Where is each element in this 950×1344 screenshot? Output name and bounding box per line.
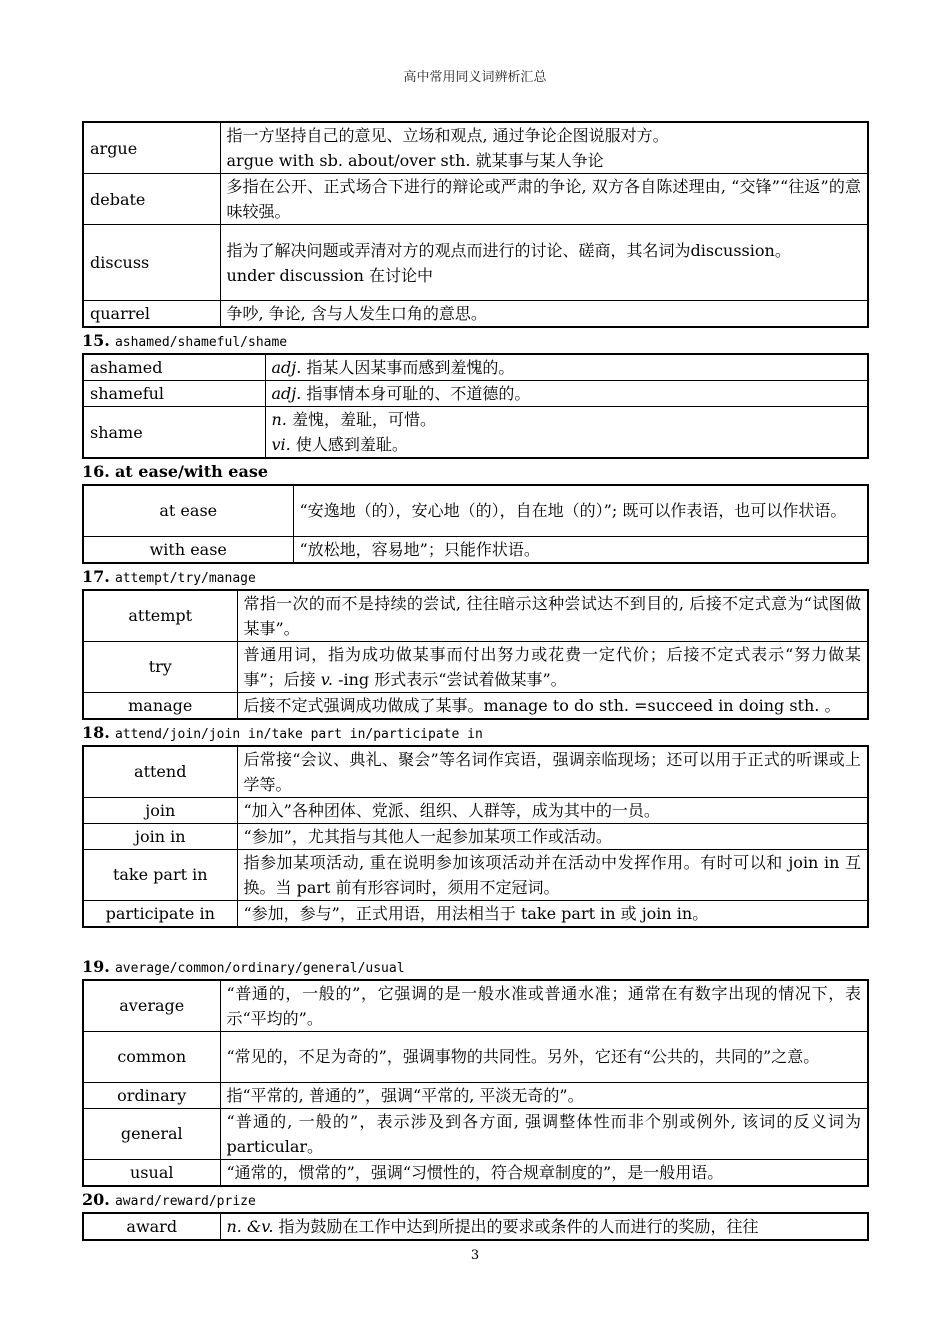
term-cell: join in [83, 823, 237, 849]
table-row [83, 174, 868, 225]
definition-cell: 普通用词，指为成功做某事而付出努力或花费一定代价；后接不定式表示“努力做某事”；后接 v. -ing 形式表示“尝试着做某事”。 [237, 641, 868, 692]
term-cell: quarrel [83, 301, 220, 328]
section-heading-17: 17. attempt/try/manage [82, 566, 256, 586]
table-row [83, 849, 868, 900]
definition-cell: 指为了解决问题或弄清对方的观点而进行的讨论、磋商，其名词为discussion。 under discussion 在讨论中 [220, 225, 868, 301]
definition-cell: 指“平常的, 普通的”，强调“平常的, 平淡无奇的”。 [220, 1082, 868, 1108]
definition-cell: 常指一次的而不是持续的尝试, 往往暗示这种尝试达不到目的, 后接不定式意为“试图做某事”。 [237, 590, 868, 642]
table-row [83, 354, 868, 381]
section-heading-20: 20. award/reward/prize [82, 1189, 256, 1209]
term-cell: shameful [83, 381, 265, 407]
table-section-19 [82, 979, 869, 1187]
document-body [82, 121, 869, 1241]
term-cell: argue [83, 122, 220, 174]
definition-cell: “加入”各种团体、党派、组织、人群等，成为其中的一员。 [237, 797, 868, 823]
term-cell: general [83, 1108, 220, 1159]
table-row [83, 536, 868, 563]
definition-cell: “普通的, 一般的”，表示涉及到各方面, 强调整体性而非个别或例外, 该词的反义词为 particular。 [220, 1108, 868, 1159]
table-row [83, 381, 868, 407]
term-cell: at ease [83, 485, 293, 536]
definition-cell: n. &v. 指为鼓励在工作中达到所提出的要求或条件的人而进行的奖励，往往 [220, 1213, 868, 1240]
term-cell: discuss [83, 225, 220, 301]
term-cell: usual [83, 1159, 220, 1186]
page-header: 高中常用同义词辨析汇总 [403, 70, 547, 85]
definition-cell: “参加”，尤其指与其他人一起参加某项工作或活动。 [237, 823, 868, 849]
definition-cell: adj. 指事情本身可耻的、不道德的。 [265, 381, 868, 407]
table-row [83, 1108, 868, 1159]
definition-cell: 指参加某项活动, 重在说明参加该项活动并在活动中发挥作用。有时可以和 join in 互换。当 part 前有形容词时，须用不定冠词。 [237, 849, 868, 900]
table-section-15 [82, 353, 869, 459]
term-cell: join [83, 797, 237, 823]
definition-cell: “通常的，惯常的”，强调“习惯性的，符合规章制度的”，是一般用语。 [220, 1159, 868, 1186]
table-section-20 [82, 1212, 869, 1241]
table-row [83, 1213, 868, 1240]
table-section-18 [82, 745, 869, 928]
definition-cell: 后接不定式强调成功做成了某事。manage to do sth. =succeed in doing sth. 。 [237, 692, 868, 719]
table-row [83, 692, 868, 719]
definition-cell: 多指在公开、正式场合下进行的辩论或严肃的争论, 双方各自陈述理由, “交锋”“往返”的意味较强。 [220, 174, 868, 225]
definition-cell: “普通的，一般的”，它强调的是一般水准或普通水准；通常在有数字出现的情况下，表示“平均的”。 [220, 980, 868, 1032]
term-cell: take part in [83, 849, 237, 900]
term-cell: manage [83, 692, 237, 719]
definition-cell: “放松地，容易地”；只能作状语。 [293, 536, 868, 563]
term-cell: ashamed [83, 354, 265, 381]
table-row [83, 590, 868, 642]
page-number: 3 [470, 1248, 480, 1263]
term-cell: debate [83, 174, 220, 225]
table-row [83, 746, 868, 798]
term-cell: average [83, 980, 220, 1032]
definition-cell: “安逸地（的），安心地（的），自在地（的）”; 既可以作表语，也可以作状语。 [293, 485, 868, 536]
section-heading-15: 15. ashamed/shameful/shame [82, 331, 288, 350]
table-row [83, 980, 868, 1032]
term-cell: award [83, 1213, 220, 1240]
table-section-14 [82, 121, 869, 328]
definition-cell: adj. 指某人因某事而感到羞愧的。 [265, 354, 868, 381]
definition-cell: “参加，参与”，正式用语，用法相当于 take part in 或 join in。 [237, 900, 868, 927]
table-section-16 [82, 484, 869, 564]
table-row [83, 797, 868, 823]
table-row [83, 900, 868, 927]
table-row [83, 1159, 868, 1186]
table-row [83, 1031, 868, 1082]
table-row [83, 407, 868, 459]
section-heading-16: 16. at ease/with ease [82, 462, 269, 481]
table-row [83, 301, 868, 328]
section-heading-19: 19. average/common/ordinary/general/usual [82, 956, 405, 976]
table-row [83, 225, 868, 301]
section-heading-18: 18. attend/join/join in/take part in/participate in [82, 722, 483, 742]
term-cell: shame [83, 407, 265, 459]
definition-cell: 争吵, 争论, 含与人发生口角的意思。 [220, 301, 868, 328]
term-cell: attend [83, 746, 237, 798]
table-row [83, 641, 868, 692]
table-row [83, 485, 868, 536]
table-row [83, 122, 868, 174]
term-cell: attempt [83, 590, 237, 642]
term-cell: participate in [83, 900, 237, 927]
term-cell: common [83, 1031, 220, 1082]
term-cell: try [83, 641, 237, 692]
definition-cell: “常见的，不足为奇的”，强调事物的共同性。另外，它还有“公共的，共同的”之意。 [220, 1031, 868, 1082]
definition-cell: 后常接“会议、典礼、聚会”等名词作宾语，强调亲临现场；还可以用于正式的听课或上学等。 [237, 746, 868, 798]
table-section-17 [82, 589, 869, 720]
term-cell: with ease [83, 536, 293, 563]
table-row [83, 1082, 868, 1108]
table-row [83, 823, 868, 849]
definition-cell: n. 羞愧，羞耻，可惜。 vi. 使人感到羞耻。 [265, 407, 868, 459]
definition-cell: 指一方坚持自己的意见、立场和观点, 通过争论企图说服对方。 argue with sb. about/over sth. 就某事与某人争论 [220, 122, 868, 174]
term-cell: ordinary [83, 1082, 220, 1108]
